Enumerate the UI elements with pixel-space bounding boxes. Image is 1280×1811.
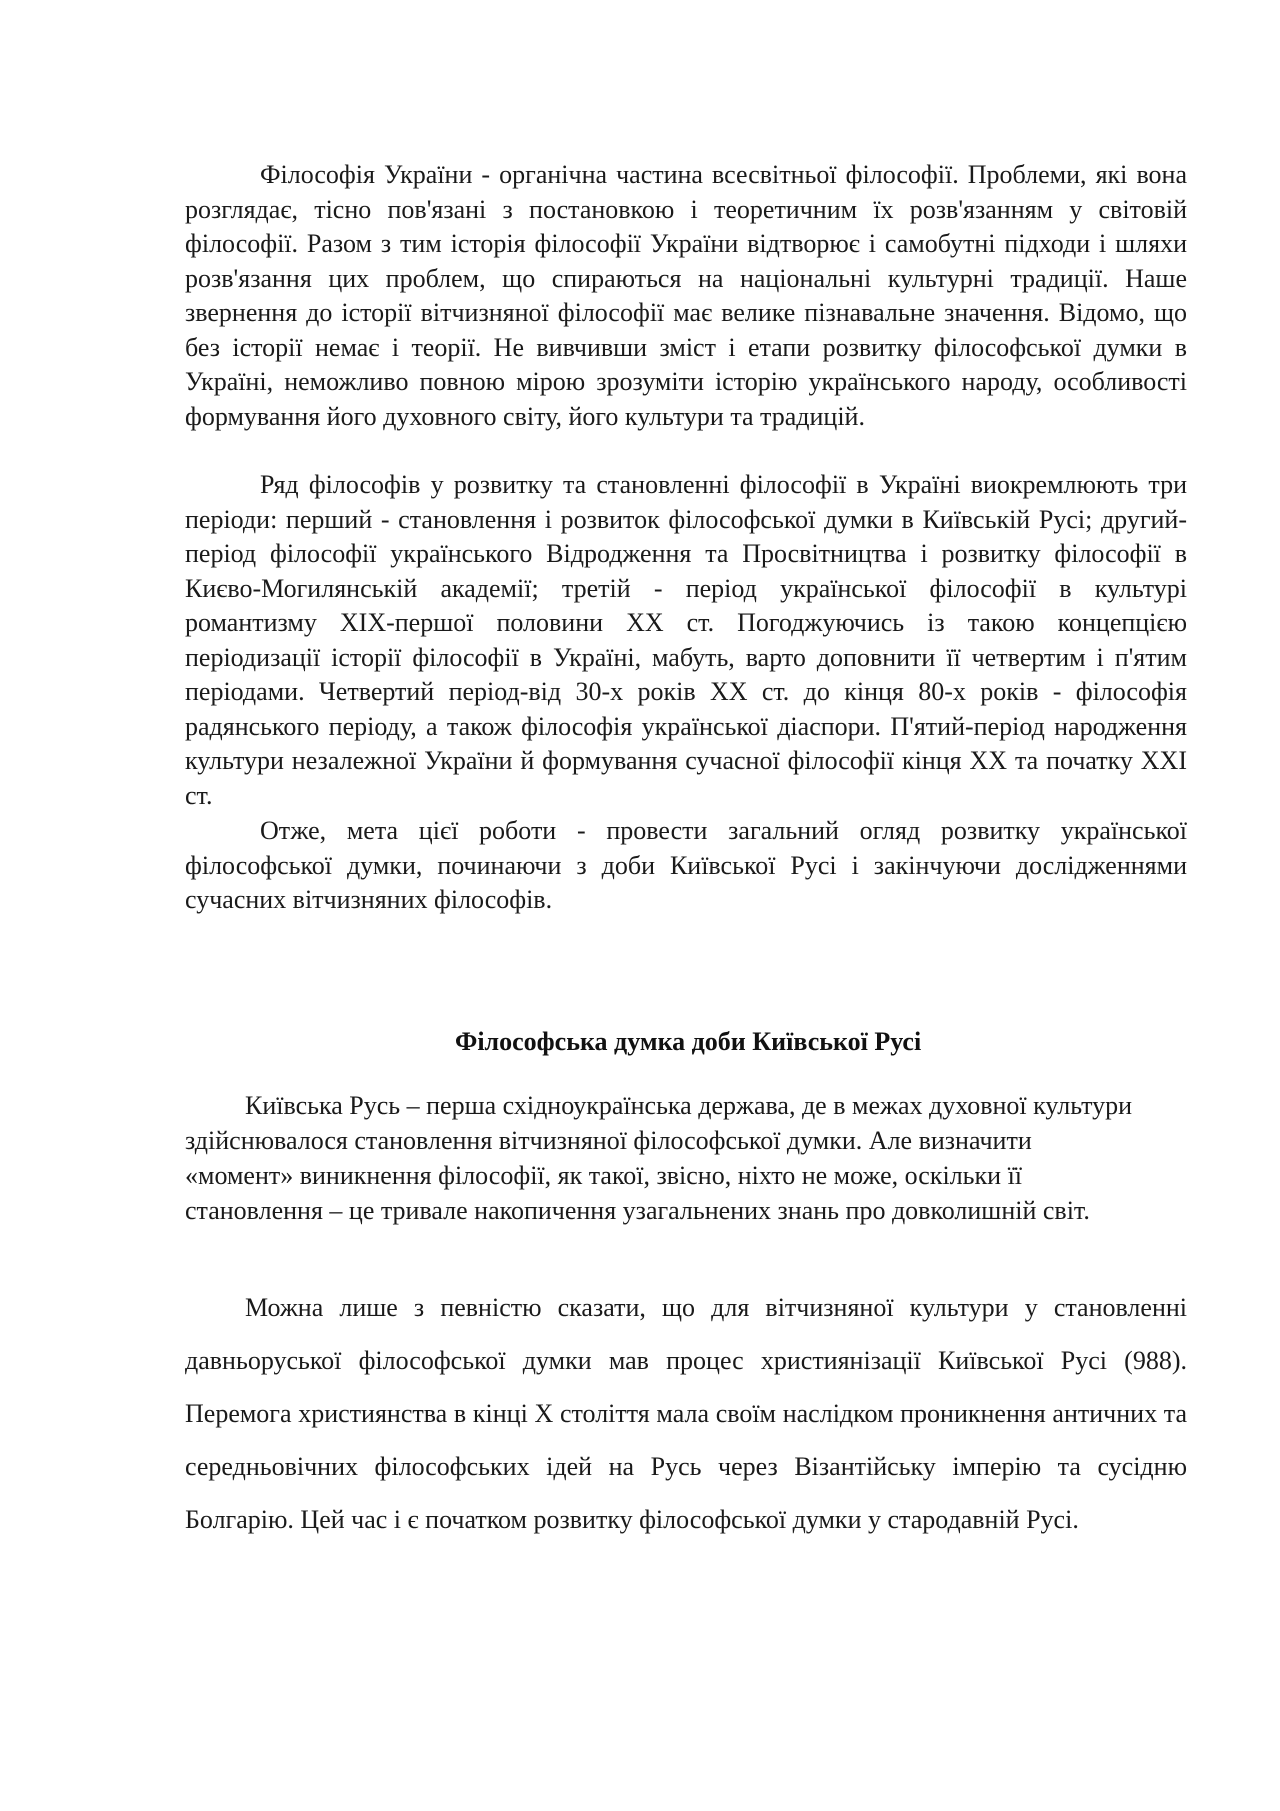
section-paragraph-2: Можна лише з певністю сказати, що для вітчизняної культури у становленні давньоруської філософської думки мав процес християнізації Київської Русі (988). Перемога християнства в кінці X століття мала своїм наслідком проникнення античних та середньовічних філософських ідей на Русь через Візантійську імперію та сусідню Болгарію. Цей час і є початком розвитку філософської думки у стародавній Русі.	[185, 1293, 1187, 1534]
section-paragraph-1: Київська Русь – перша східноукраїнська держава, де в межах духовної культури здійснювалося становлення вітчизняної філософської думки. Але визначити «момент» виникнення філософії, як такої, звісно, ніхто не може, оскільки її становлення – це тривале накопичення узагальнених знань про довколишній світ.	[185, 1091, 1133, 1225]
intro-paragraph-3: Отже, мета цієї роботи - провести загальний огляд розвитку української філософської думки, починаючи з доби Київської Русі і закінчуючи дослідженнями сучасних вітчизняних філософів.	[185, 816, 1187, 914]
intro-paragraph-1: Філософія України - органічна частина всесвітньої філософії. Проблеми, які вона розглядає, тісно пов'язані з постановкою і теоретичним їх розв'язанням у світовій філософії. Разом з тим історія філософії України відтворює і самобутні підходи і шляхи розв'язання цих проблем, що спираються на національні культурні традиції. Наше звернення до історії вітчизняної філософії має велике пізнавальне значення. Відомо, що без історії немає і теорії. Не вивчивши зміст і етапи розвитку філософської думки в Україні, неможливо повною мірою зрозуміти історію українського народу, особливості формування його духовного світу, його культури та традицій.	[185, 160, 1187, 431]
intro-paragraph-2: Ряд філософів у розвитку та становленні філософії в Україні виокремлюють три періоди: перший - становлення і розвиток філософської думки в Київській Русі; другий-період філософії українського Відродження та Просвітництва і розвитку філософії в Києво-Могилянській академії; третій - період української філософії в культурі романтизму XIX-першої половини XX ст. Погоджуючись із такою концепцією періодизації історії філософії в Україні, мабуть, варто доповнити її четвертим і п'ятим періодами. Четвертий період-від 30-х років XX ст. до кінця 80-х років - філософія радянського періоду, а також філософія української діаспори. П'ятий-період народження культури незалежної України й формування сучасної філософії кінця XX та початку XXI ст.	[185, 470, 1187, 810]
section-heading: Філософська думка доби Київської Русі	[455, 1027, 922, 1056]
